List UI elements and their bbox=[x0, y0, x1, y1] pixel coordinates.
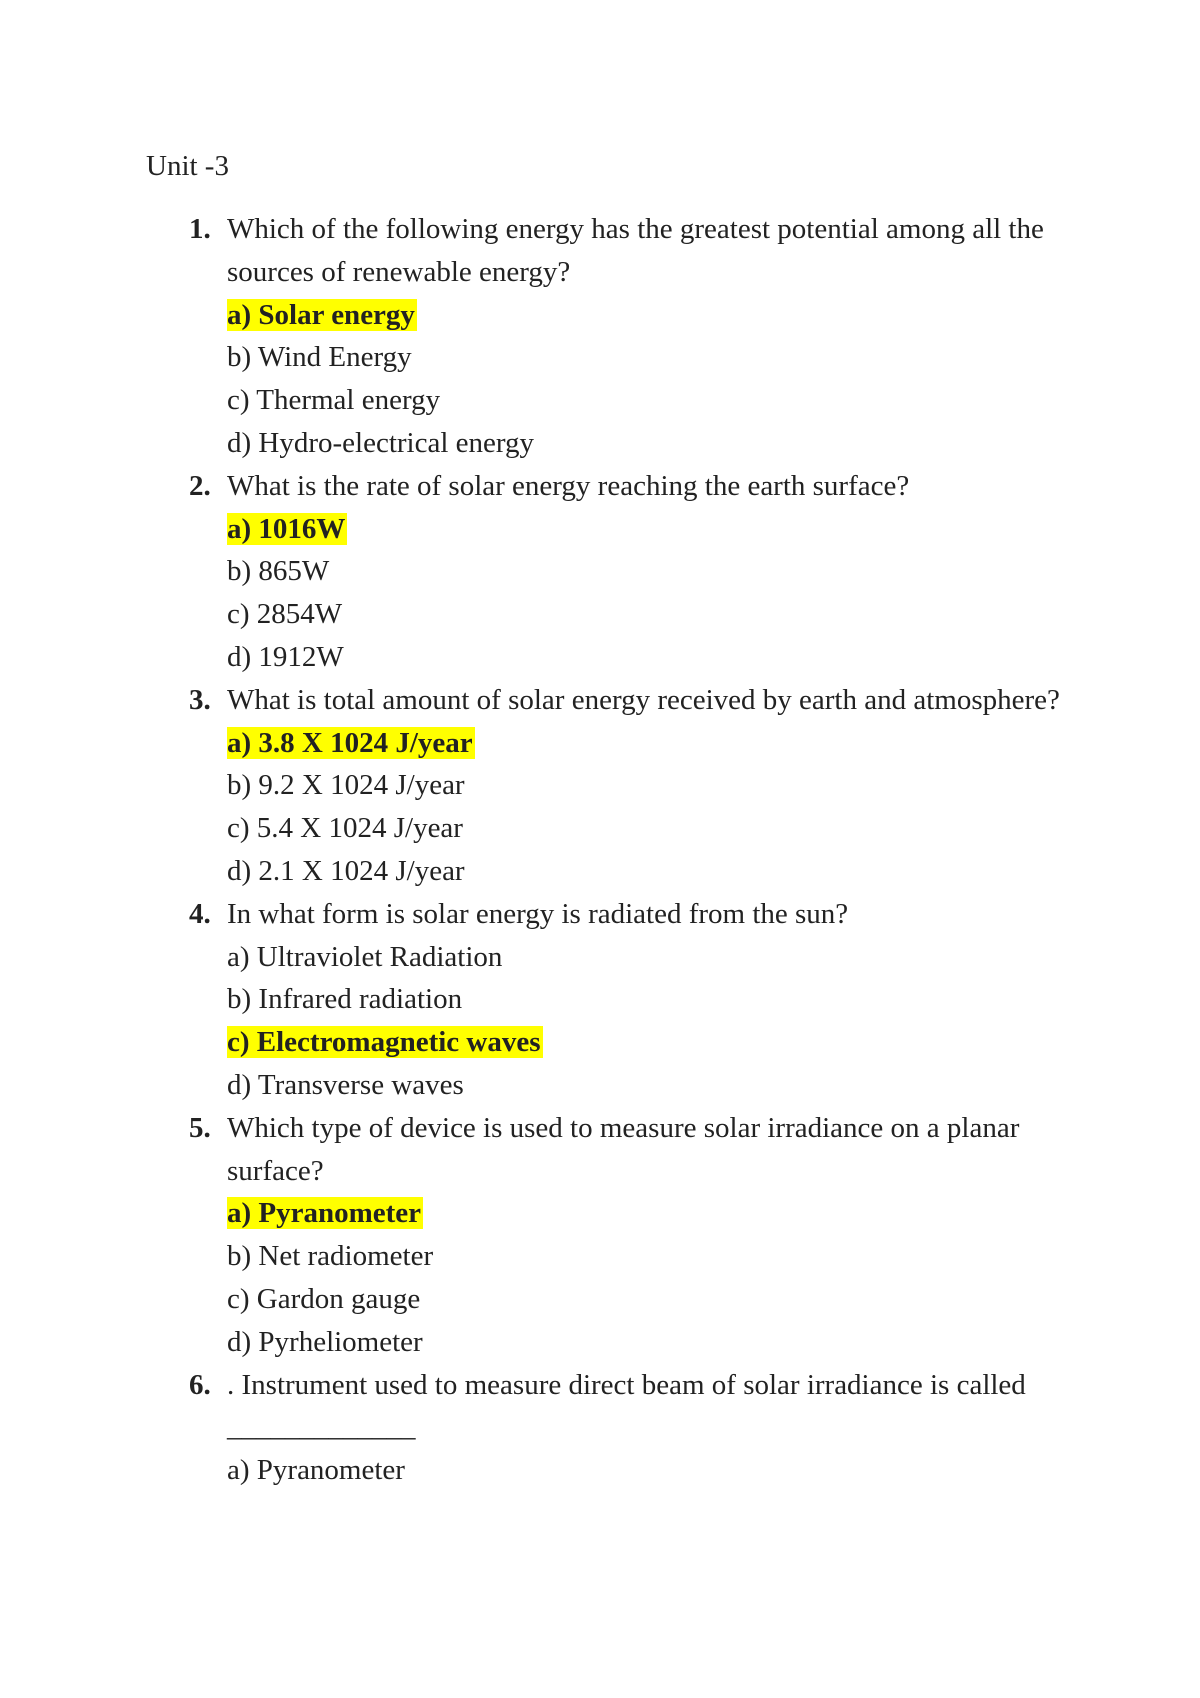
answer-option-text: b) Net radiometer bbox=[227, 1240, 434, 1273]
answer-option-text: b) 865W bbox=[227, 555, 330, 588]
answer-option bbox=[227, 978, 1070, 1021]
answer-option bbox=[227, 1321, 1070, 1364]
answer-option-text: a) Ultraviolet Radiation bbox=[227, 940, 503, 973]
answer-option-text: a) 1016W bbox=[227, 512, 346, 545]
answer-option bbox=[227, 422, 1070, 465]
answer-option bbox=[227, 550, 1070, 593]
answer-option-text: c) Gardon gauge bbox=[227, 1282, 421, 1315]
question-number: 5. bbox=[189, 1111, 211, 1144]
question-text: Which of the following energy has the greatest potential among all the sources of renewable energy? bbox=[227, 213, 1044, 288]
answer-option-text: a) Solar energy bbox=[227, 298, 415, 331]
question-item bbox=[0, 1107, 1200, 1364]
answer-option bbox=[227, 294, 1070, 337]
question-number: 4. bbox=[189, 897, 211, 930]
question-number: 2. bbox=[189, 469, 211, 502]
question-text: What is total amount of solar energy received by earth and atmosphere? bbox=[227, 683, 1060, 716]
answer-option bbox=[227, 508, 1070, 551]
answer-option bbox=[227, 1449, 1070, 1492]
answer-option-text: d) Pyrheliometer bbox=[227, 1325, 423, 1358]
question-number: 3. bbox=[189, 683, 211, 716]
question-number: 1. bbox=[189, 213, 211, 245]
answer-option bbox=[227, 764, 1070, 807]
answer-option bbox=[227, 1235, 1070, 1278]
answer-option bbox=[227, 379, 1070, 422]
answer-option-text: b) Wind Energy bbox=[227, 341, 412, 374]
answer-option-text: b) 9.2 X 1024 J/year bbox=[227, 769, 465, 802]
question-item bbox=[0, 208, 1200, 465]
question-item bbox=[0, 465, 1200, 679]
question-list bbox=[0, 208, 1200, 1492]
answer-option bbox=[227, 1278, 1070, 1321]
answer-option bbox=[227, 936, 1070, 979]
answer-option-text: d) Transverse waves bbox=[227, 1068, 464, 1101]
answer-option bbox=[227, 1192, 1070, 1235]
answer-option bbox=[227, 636, 1070, 679]
answer-option-text: a) Pyranometer bbox=[227, 1197, 422, 1230]
question-text: What is the rate of solar energy reaching the earth surface? bbox=[227, 469, 910, 502]
answer-option-text: b) Infrared radiation bbox=[227, 983, 463, 1016]
answer-option bbox=[227, 336, 1070, 379]
answer-option-text: d) Hydro-electrical energy bbox=[227, 426, 535, 459]
question-item bbox=[0, 893, 1200, 1107]
question-text: Which type of device is used to measure solar irradiance on a planar surface? bbox=[227, 1111, 1020, 1187]
question-number: 6. bbox=[189, 1368, 211, 1401]
answer-option bbox=[227, 1064, 1070, 1107]
question-item bbox=[0, 1364, 1200, 1492]
answer-option-text: c) Electromagnetic waves bbox=[227, 1026, 541, 1059]
answer-option-text: d) 2.1 X 1024 J/year bbox=[227, 854, 465, 887]
question-text: . Instrument used to measure direct beam of solar irradiance is called _____________ bbox=[227, 1368, 1026, 1444]
answer-option bbox=[227, 807, 1070, 850]
answer-option-text: c) 5.4 X 1024 J/year bbox=[227, 812, 463, 845]
answer-option-text: d) 1912W bbox=[227, 640, 344, 673]
answer-option-text: a) 3.8 X 1024 J/year bbox=[227, 726, 473, 759]
unit-title: Unit -3 bbox=[146, 150, 229, 182]
answer-option-text: c) Thermal energy bbox=[227, 384, 441, 417]
answer-option bbox=[227, 850, 1070, 893]
question-item bbox=[0, 679, 1200, 893]
answer-option-text: a) Pyranometer bbox=[227, 1454, 405, 1487]
answer-option bbox=[227, 1021, 1070, 1064]
answer-option-text: c) 2854W bbox=[227, 598, 343, 631]
answer-option bbox=[227, 722, 1070, 765]
question-text: In what form is solar energy is radiated from the sun? bbox=[227, 897, 849, 930]
answer-option bbox=[227, 593, 1070, 636]
